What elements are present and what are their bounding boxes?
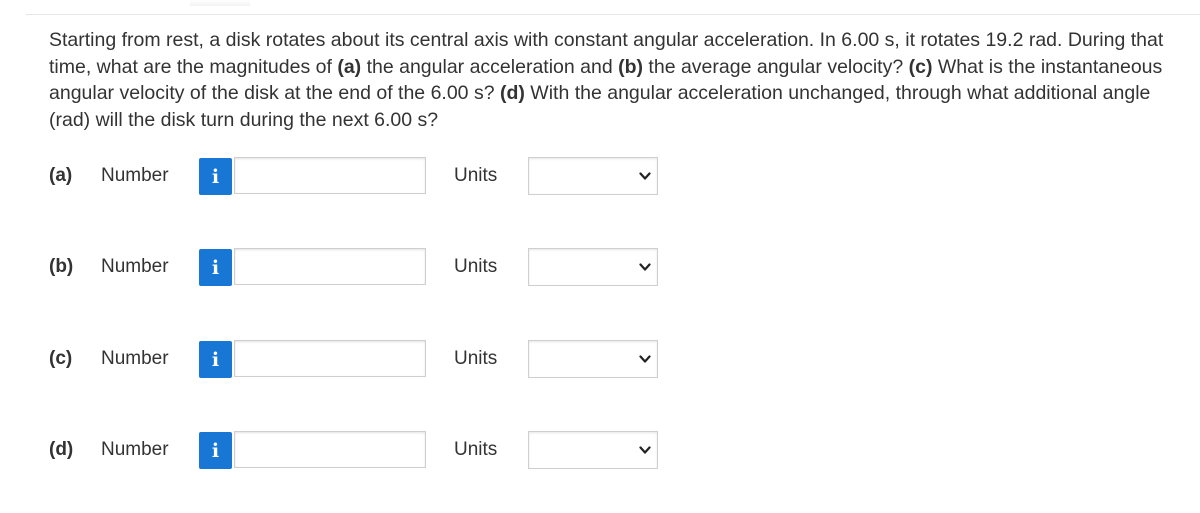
answer-row-a: [49, 157, 669, 197]
question-segment: With the angular acceleration unchanged, through what additional angle (rad) will the disk turn during the next 6.00 s?: [49, 82, 1151, 131]
units-label: Units: [454, 348, 498, 369]
units-dropdown-a[interactable]: [528, 157, 658, 195]
number-input-b[interactable]: [234, 248, 426, 285]
info-button[interactable]: [199, 249, 232, 286]
number-label: Number: [101, 256, 169, 277]
info-icon: i: [211, 165, 220, 188]
part-b-tag: (b): [618, 55, 644, 78]
units-dropdown-c[interactable]: [528, 340, 658, 378]
answer-row-c: [49, 340, 669, 380]
number-label: Number: [101, 348, 169, 369]
number-label: Number: [101, 439, 169, 460]
number-input-c[interactable]: [234, 340, 426, 377]
units-dropdown-d[interactable]: [528, 431, 658, 469]
part-c-tag: (c): [908, 55, 933, 78]
info-icon: i: [211, 348, 220, 371]
info-button[interactable]: [199, 341, 232, 378]
question-segment: What is the instantaneous angular velocity of the disk at the end of the 6.00 s?: [49, 55, 1163, 104]
units-label: Units: [454, 439, 498, 460]
units-dropdown-b[interactable]: [528, 248, 658, 286]
part-label: (d): [49, 439, 74, 460]
part-label: (b): [49, 256, 74, 277]
question-text: [49, 27, 1169, 133]
chevron-down-icon: [639, 353, 651, 365]
clipped-heading-fragment: [190, 0, 250, 6]
part-label: (a): [49, 165, 73, 186]
question-segment: the angular acceleration and: [361, 55, 619, 78]
chevron-down-icon: [639, 170, 651, 182]
part-label: (c): [49, 348, 73, 369]
units-label: Units: [454, 165, 498, 186]
info-icon: i: [211, 256, 220, 279]
question-segment: Starting from rest, a disk rotates about its central axis with constant angular acceleration. In 6.00 s, it rotates 19.2 rad. During that time, what are the magnitudes of: [49, 29, 1164, 78]
number-label: Number: [101, 165, 169, 186]
chevron-down-icon: [639, 444, 651, 456]
info-button[interactable]: [199, 158, 232, 195]
question-segment: the average angular velocity?: [643, 55, 909, 78]
answer-row-d: [49, 431, 669, 471]
part-d-tag: (d): [499, 82, 525, 104]
part-a-tag: (a): [337, 55, 362, 78]
number-input-d[interactable]: [234, 431, 426, 468]
number-input-a[interactable]: [234, 157, 426, 194]
info-button[interactable]: [199, 432, 232, 469]
answer-row-b: [49, 248, 669, 288]
chevron-down-icon: [639, 261, 651, 273]
info-icon: i: [211, 439, 220, 462]
units-label: Units: [454, 256, 498, 277]
